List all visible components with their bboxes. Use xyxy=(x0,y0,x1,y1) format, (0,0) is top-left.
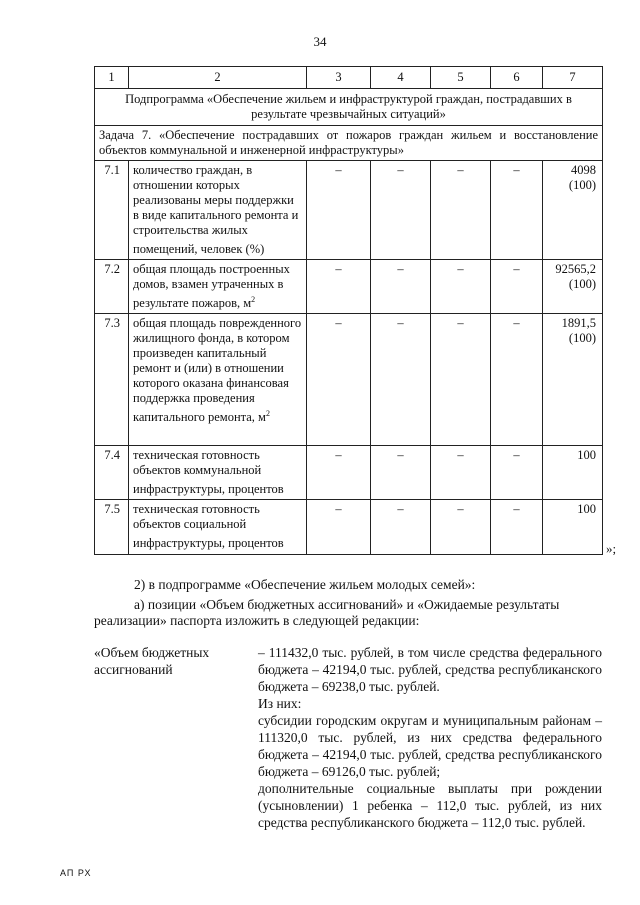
table-header-row xyxy=(95,67,603,89)
table-row xyxy=(95,500,603,554)
cell-col3: – xyxy=(307,446,371,500)
budget-additional-payments: дополнительные социальные выплаты при рождении (усыновлении) 1 ребенка – 112,0 тыс. рублей, из них средства республиканского бюджета – 112,0 тыс. рублей. xyxy=(258,781,602,830)
row-number: 7.2 xyxy=(95,260,129,314)
cell-col4: – xyxy=(371,314,431,446)
header-cell: 6 xyxy=(491,67,543,89)
budget-of-which: Из них: xyxy=(258,696,302,711)
header-cell: 5 xyxy=(431,67,491,89)
cell-col3: – xyxy=(307,260,371,314)
row-indicator: количество граждан, в отношении которых реализованы меры поддержки в виде капитального ремонта и строительства жилых помещений, человек (%) xyxy=(129,161,307,260)
header-cell: 3 xyxy=(307,67,371,89)
row-indicator: общая площадь построенных домов, взамен утраченных в результате пожаров, $м^2$ xyxy=(129,260,307,314)
header-cell: 4 xyxy=(371,67,431,89)
table-row xyxy=(95,314,603,446)
table-row xyxy=(95,161,603,260)
cell-col6: – xyxy=(491,161,543,260)
row-number: 7.3 xyxy=(95,314,129,446)
page-number: 34 xyxy=(313,34,327,49)
cell-col6: – xyxy=(491,446,543,500)
cell-col7: 1891,5 (100) xyxy=(543,314,603,446)
footer-mark: АП РХ xyxy=(60,868,92,878)
budget-label: «Объем бюджетных ассигнований xyxy=(94,645,210,677)
task-title: Задача 7. «Обеспечение пострадавших от пожаров граждан жильем и восстановление объектов коммунальной и инженерной инфраструктуры» xyxy=(95,126,603,161)
table-row xyxy=(95,446,603,500)
row-indicator: техническая готовность объектов социальной инфраструктуры, процентов xyxy=(129,500,307,554)
cell-col4: – xyxy=(371,446,431,500)
cell-col7: 100 xyxy=(543,500,603,554)
item-a-line1: а) позиции «Объем бюджетных ассигнований» и «Ожидаемые результаты xyxy=(134,597,560,612)
budget-total: – 111432,0 тыс. рублей, в том числе средства федерального бюджета – 42194,0 тыс. рублей, средства республиканского бюджета – 69238,0 тыс. рублей. xyxy=(258,645,602,694)
cell-col3: – xyxy=(307,500,371,554)
cell-col5: – xyxy=(431,314,491,446)
row-indicator: общая площадь поврежденного жилищного фонда, в котором произведен капитальный ремонт и (или) в отношении которого оказана финансовая поддержка проведения капитального ремонта, $м^2$ xyxy=(129,314,307,446)
cell-col6: – xyxy=(491,500,543,554)
cell-col6: – xyxy=(491,260,543,314)
cell-col6: – xyxy=(491,314,543,446)
cell-col7: 100 xyxy=(543,446,603,500)
subprogram-row xyxy=(95,89,603,126)
table-closing-quote: »; xyxy=(606,541,617,556)
item-2-paragraph: 2) в подпрограмме «Обеспечение жильем молодых семей»: xyxy=(134,577,476,592)
table-row xyxy=(95,260,603,314)
header-cell: 1 xyxy=(95,67,129,89)
subprogram-title: Подпрограмма «Обеспечение жильем и инфраструктурой граждан, пострадавших в результате чрезвычайных ситуаций» xyxy=(95,89,603,126)
cell-col5: – xyxy=(431,260,491,314)
cell-col5: – xyxy=(431,161,491,260)
cell-col3: – xyxy=(307,314,371,446)
cell-col5: – xyxy=(431,446,491,500)
cell-col7: 92565,2 (100) xyxy=(543,260,603,314)
task-row xyxy=(95,126,603,161)
cell-col4: – xyxy=(371,161,431,260)
cell-col7: 4098 (100) xyxy=(543,161,603,260)
cell-col5: – xyxy=(431,500,491,554)
row-number: 7.4 xyxy=(95,446,129,500)
row-number: 7.5 xyxy=(95,500,129,554)
row-number: 7.1 xyxy=(95,161,129,260)
header-cell: 7 xyxy=(543,67,603,89)
cell-col4: – xyxy=(371,260,431,314)
item-a-line2: реализации» паспорта изложить в следующей редакции: xyxy=(94,613,420,628)
budget-value-block xyxy=(258,644,602,831)
row-indicator: техническая готовность объектов коммунальной инфраструктуры, процентов xyxy=(129,446,307,500)
budget-subsidies: субсидии городским округам и муниципальным районам – 111320,0 тыс. рублей, из них средства федерального бюджета – 42194,0 тыс. рублей, средства республиканского бюджета – 69126,0 тыс. рублей; xyxy=(258,713,602,779)
cell-col4: – xyxy=(371,500,431,554)
cell-col3: – xyxy=(307,161,371,260)
indicators-table xyxy=(94,66,603,555)
header-cell: 2 xyxy=(129,67,307,89)
